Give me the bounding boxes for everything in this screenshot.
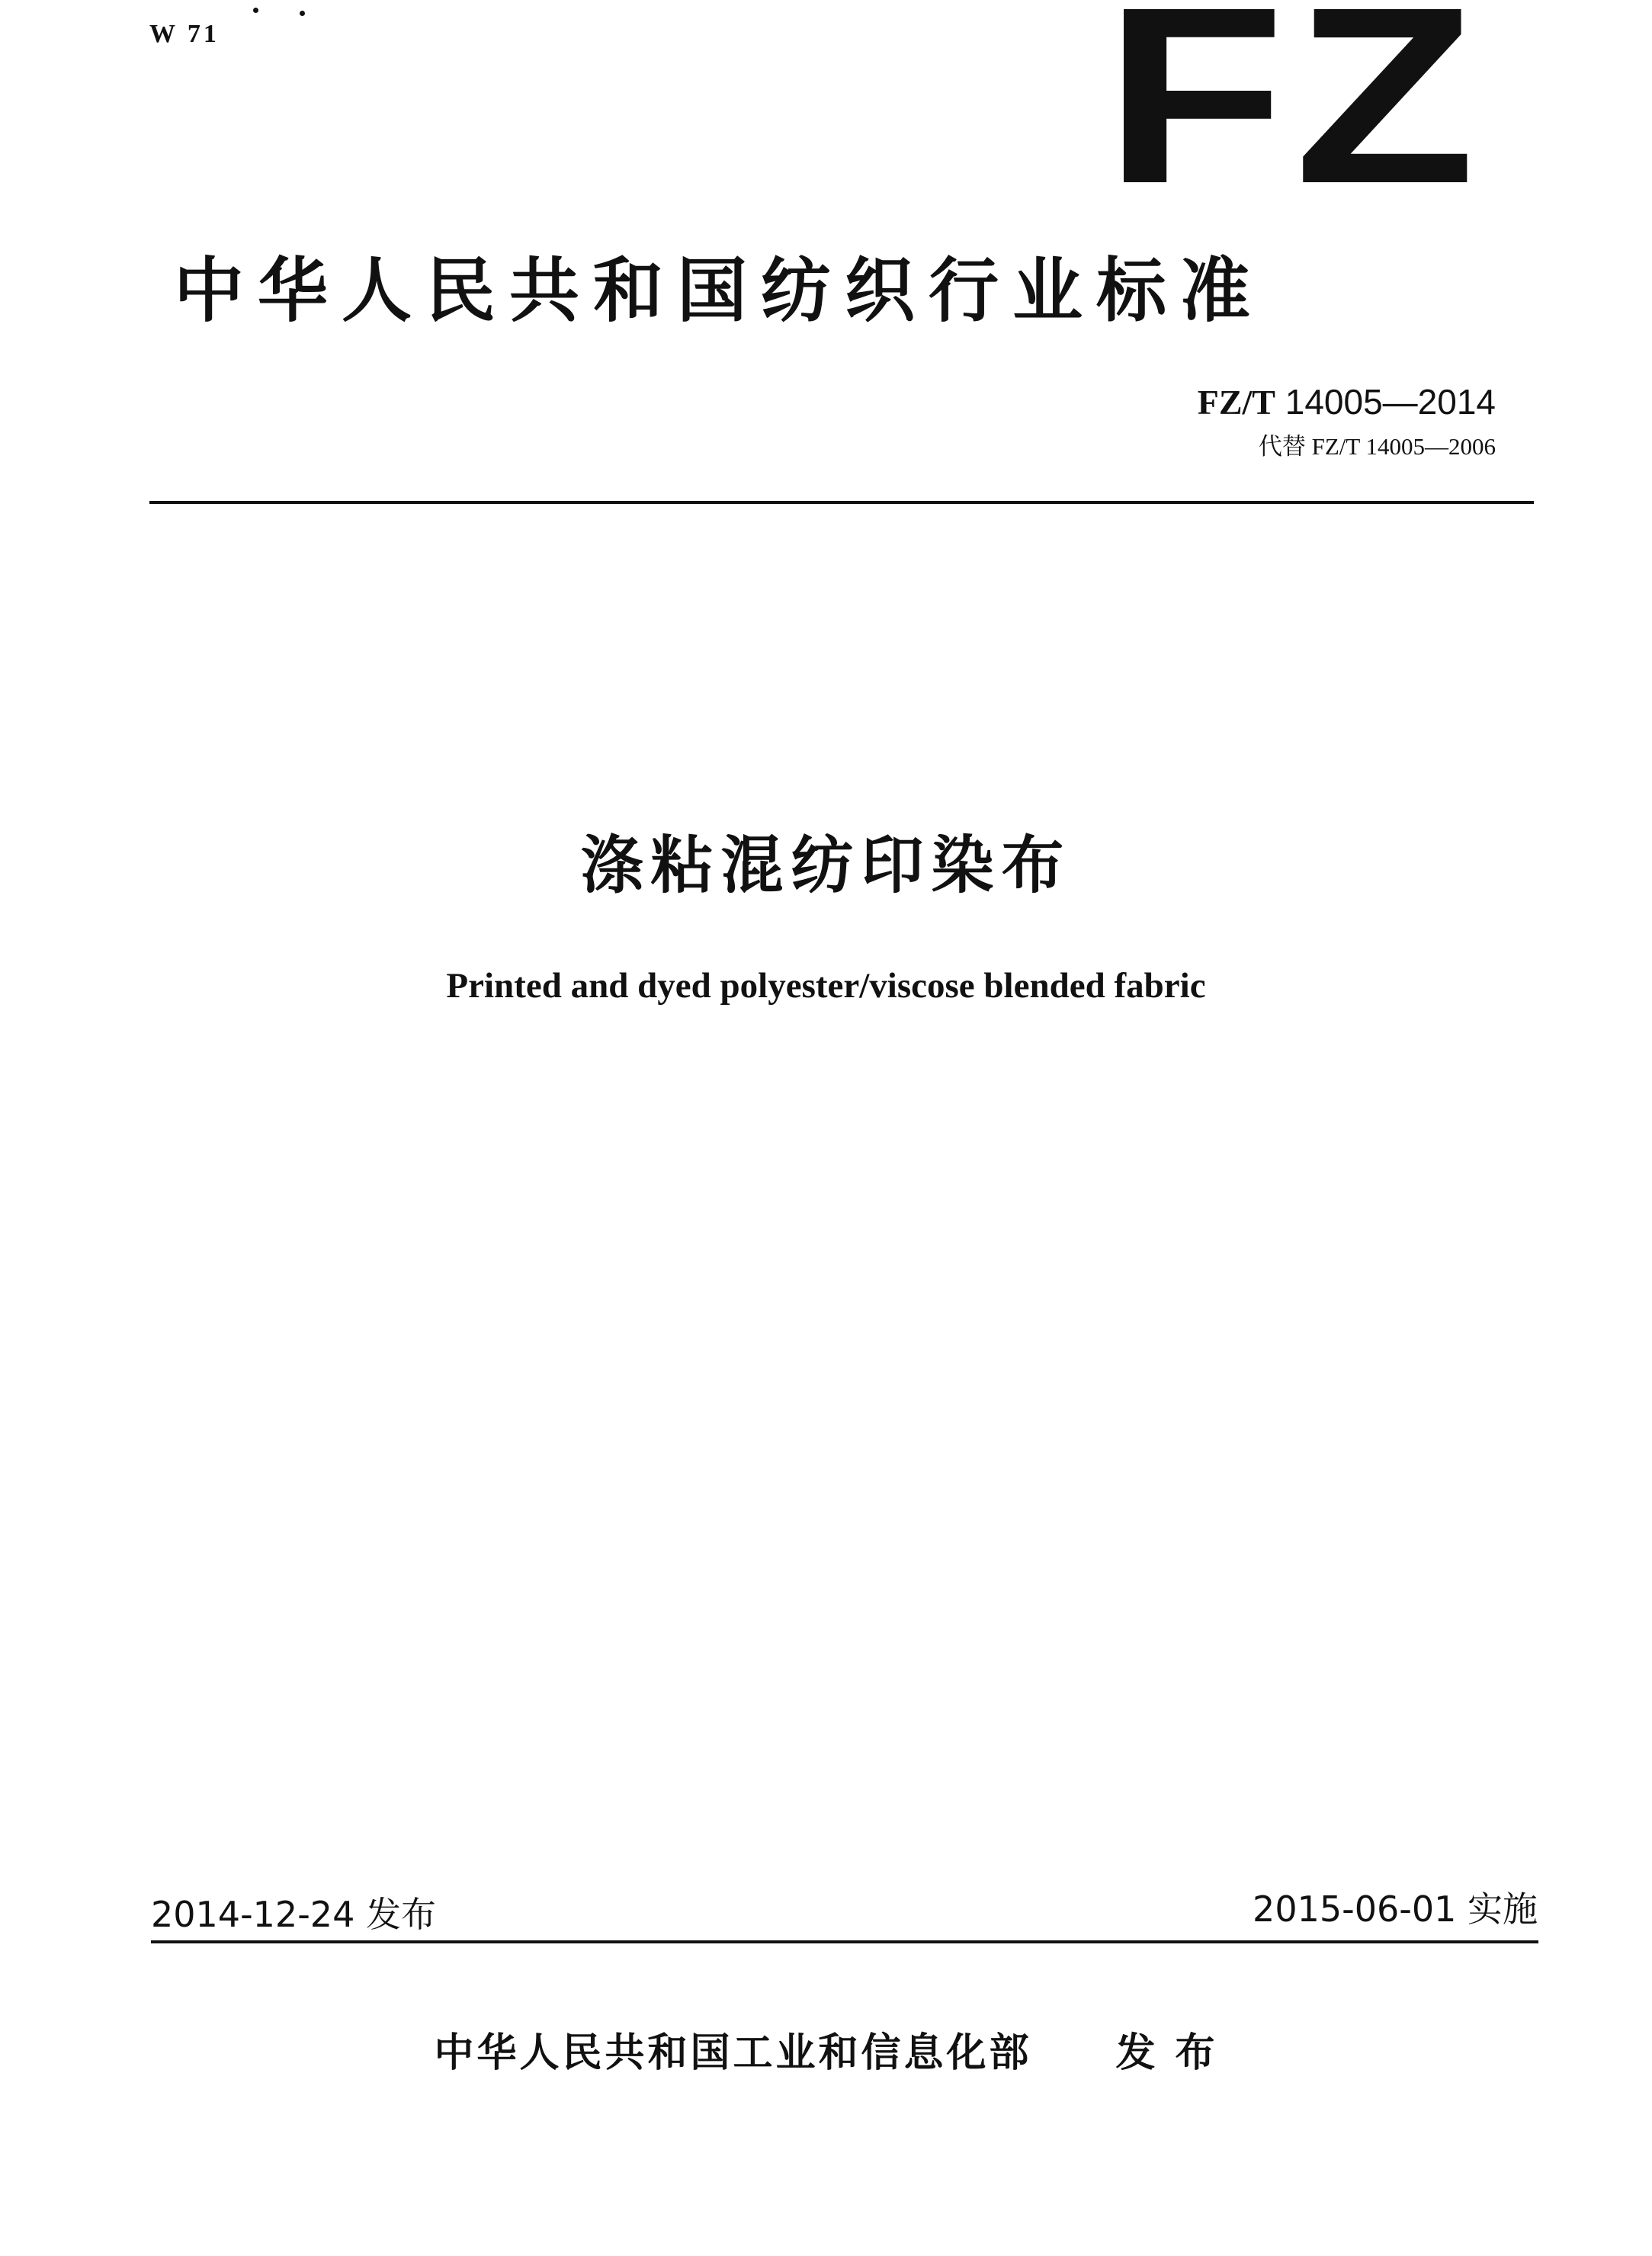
issue-date: 2014-12-24 发布	[151, 1894, 436, 1935]
scan-dot	[253, 8, 258, 13]
top-divider	[149, 501, 1534, 504]
bottom-divider	[151, 1940, 1538, 1943]
standard-category-title: 中华人民共和国纺织行业标准	[174, 250, 1265, 332]
document-title-cn: 涤粘混纺印染布	[580, 830, 1072, 902]
standard-number	[1198, 381, 1496, 422]
standard-number-prefix: FZ/T	[1197, 383, 1275, 422]
scan-dot	[300, 11, 305, 16]
implementation-date: 2015-06-01 实施	[1253, 1889, 1538, 1930]
fz-logo: FZ	[1104, 0, 1485, 236]
ics-code: W 71	[149, 20, 220, 48]
replaces-standard: 代替 FZ/T 14005—2006	[1258, 433, 1496, 460]
issuer-name: 中华人民共和国工业和信息化部	[434, 2030, 1032, 2076]
issuer-line	[0, 2020, 1652, 2078]
standard-number-value: 14005—2014	[1285, 382, 1496, 422]
document-title-en: Printed and dyed polyester/viscose blended fabric	[446, 966, 1206, 1006]
issuer-action: 发 布	[1115, 2030, 1218, 2076]
